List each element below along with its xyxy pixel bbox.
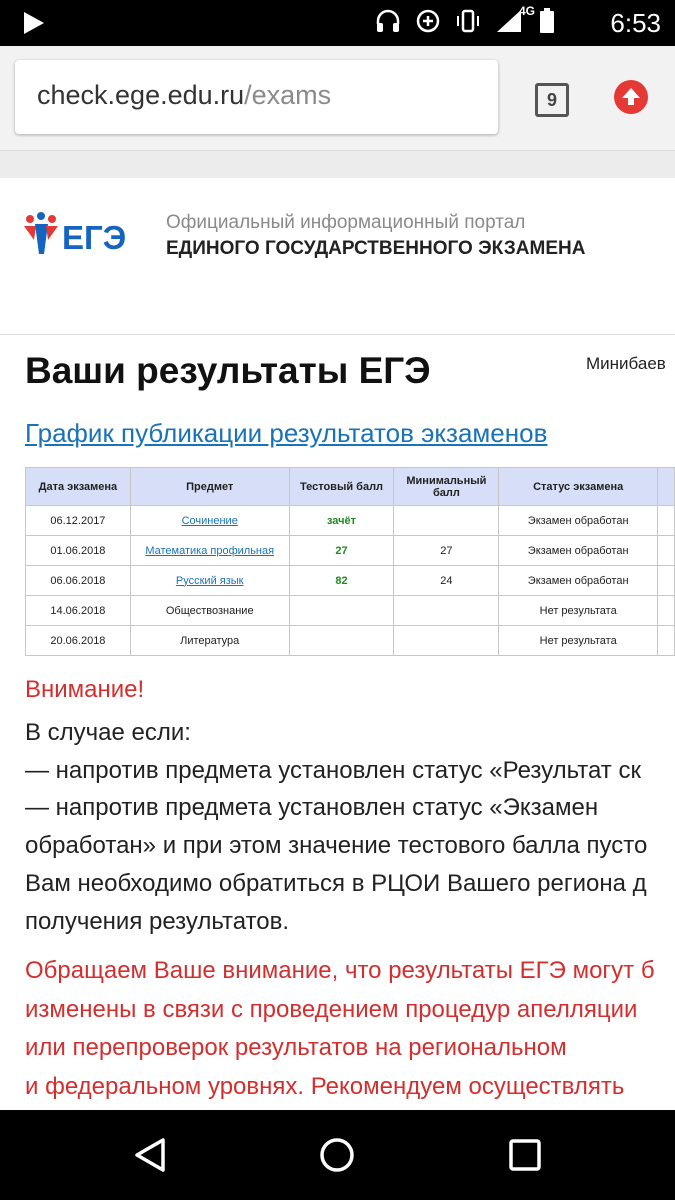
subject-link[interactable]: Русский язык xyxy=(175,574,244,587)
cell-extra xyxy=(658,536,675,566)
table-row xyxy=(26,566,675,596)
signal-icon xyxy=(495,3,536,39)
cell-score: 82 xyxy=(289,566,394,596)
cell-status: Нет результата xyxy=(499,596,658,626)
notice-line: Обращаем Ваше внимание, что результаты ЕГЭ могут б xyxy=(25,957,655,984)
back-icon[interactable] xyxy=(133,1137,167,1178)
ege-logo[interactable] xyxy=(22,210,137,260)
user-name[interactable]: Минибаев xyxy=(586,354,666,373)
header-score: Тестовый балл xyxy=(289,468,394,506)
table-row xyxy=(26,506,675,536)
table-row xyxy=(26,596,675,626)
header-subject: Предмет xyxy=(130,468,289,506)
instructions-line: В случае если: xyxy=(25,719,191,746)
cell-status: Нет результата xyxy=(499,626,658,656)
notice-line: изменены в связи с проведением процедур апелляции xyxy=(25,995,638,1023)
status-icons xyxy=(375,3,555,36)
cell-status: Экзамен обработан xyxy=(499,536,658,566)
navigation-bar xyxy=(0,1110,675,1200)
cell-subject xyxy=(130,536,289,566)
notice-line: или перепроверок результатов на региональном xyxy=(25,1034,567,1061)
instructions-line: обработан» и при этом значение тестового балла пусто xyxy=(25,832,648,860)
instructions-line: получения результатов. xyxy=(25,907,290,935)
cell-subject xyxy=(130,566,289,596)
recents-icon[interactable] xyxy=(508,1138,542,1177)
tab-switcher-button[interactable]: 9 xyxy=(535,83,569,117)
table-row xyxy=(26,536,675,566)
cell-score: 27 xyxy=(289,536,394,566)
update-arrow-icon[interactable] xyxy=(614,80,648,114)
play-icon xyxy=(24,12,44,39)
header-status: Статус экзамена xyxy=(499,468,658,506)
portal-subtitle: Официальный информационный портал xyxy=(166,212,526,233)
cell-min-score xyxy=(394,506,499,536)
attention-title: Внимание! xyxy=(25,676,145,703)
portal-title: ЕДИНОГО ГОСУДАРСТВЕННОГО ЭКЗАМЕНА xyxy=(166,238,586,259)
cell-min-score xyxy=(394,626,499,656)
table-row xyxy=(26,626,675,656)
cell-extra xyxy=(658,566,675,596)
page-title: Ваши результаты ЕГЭ xyxy=(25,350,431,391)
cell-date: 06.12.2017 xyxy=(26,506,131,536)
cell-score xyxy=(289,596,394,626)
cell-status: Экзамен обработан xyxy=(499,566,658,596)
url-text[interactable] xyxy=(37,80,331,111)
status-bar xyxy=(0,0,675,46)
results-table xyxy=(25,467,675,656)
instructions-line: — напротив предмета установлен статус «Результат ск xyxy=(25,756,641,784)
vibrate-icon xyxy=(455,8,481,39)
url-path: /exams xyxy=(244,80,332,110)
browser-toolbar xyxy=(0,46,675,150)
header-date: Дата экзамена xyxy=(26,468,131,506)
cell-extra xyxy=(658,596,675,626)
header-extra xyxy=(658,468,675,506)
instructions-line: Вам необходимо обратиться в РЦОИ Вашего региона д xyxy=(25,869,647,897)
network-type-label: 4G xyxy=(519,3,536,18)
cell-score xyxy=(289,626,394,656)
cell-min-score xyxy=(394,596,499,626)
table-header-row xyxy=(26,468,675,506)
cell-date: 14.06.2018 xyxy=(26,596,131,626)
header-min-score: Минимальный балл xyxy=(394,468,499,506)
subject-link[interactable]: Математика профильная xyxy=(145,544,275,557)
cell-date: 01.06.2018 xyxy=(26,536,131,566)
cell-extra xyxy=(658,506,675,536)
notice-text xyxy=(25,952,675,1110)
cell-status: Экзамен обработан xyxy=(499,506,658,536)
address-bar[interactable] xyxy=(15,60,498,134)
cell-min-score: 24 xyxy=(394,566,499,596)
data-saver-icon xyxy=(415,8,441,39)
home-icon[interactable] xyxy=(319,1137,355,1178)
cell-extra xyxy=(658,626,675,656)
site-header xyxy=(0,178,675,335)
cell-subject: Обществознание xyxy=(130,596,289,626)
url-host: check.ege.edu.ru xyxy=(37,80,245,110)
instructions-text xyxy=(25,714,675,940)
cell-min-score: 27 xyxy=(394,536,499,566)
cell-date: 20.06.2018 xyxy=(26,626,131,656)
instructions-line: — напротив предмета установлен статус «Экзамен xyxy=(25,794,599,822)
subject-link[interactable]: Сочинение xyxy=(181,514,238,527)
clock: 6:53 xyxy=(610,8,661,38)
toolbar-divider xyxy=(0,150,675,179)
cell-date: 06.06.2018 xyxy=(26,566,131,596)
cell-score: зачёт xyxy=(289,506,394,536)
cell-subject xyxy=(130,506,289,536)
schedule-link[interactable]: График публикации результатов экзаменов xyxy=(25,418,548,448)
cell-subject: Литература xyxy=(130,626,289,656)
logo-text: ЕГЭ xyxy=(62,219,127,256)
battery-icon xyxy=(539,8,555,39)
notice-line: и федеральном уровнях. Рекомендуем осуществлять xyxy=(25,1072,625,1100)
headphones-icon xyxy=(375,8,401,39)
